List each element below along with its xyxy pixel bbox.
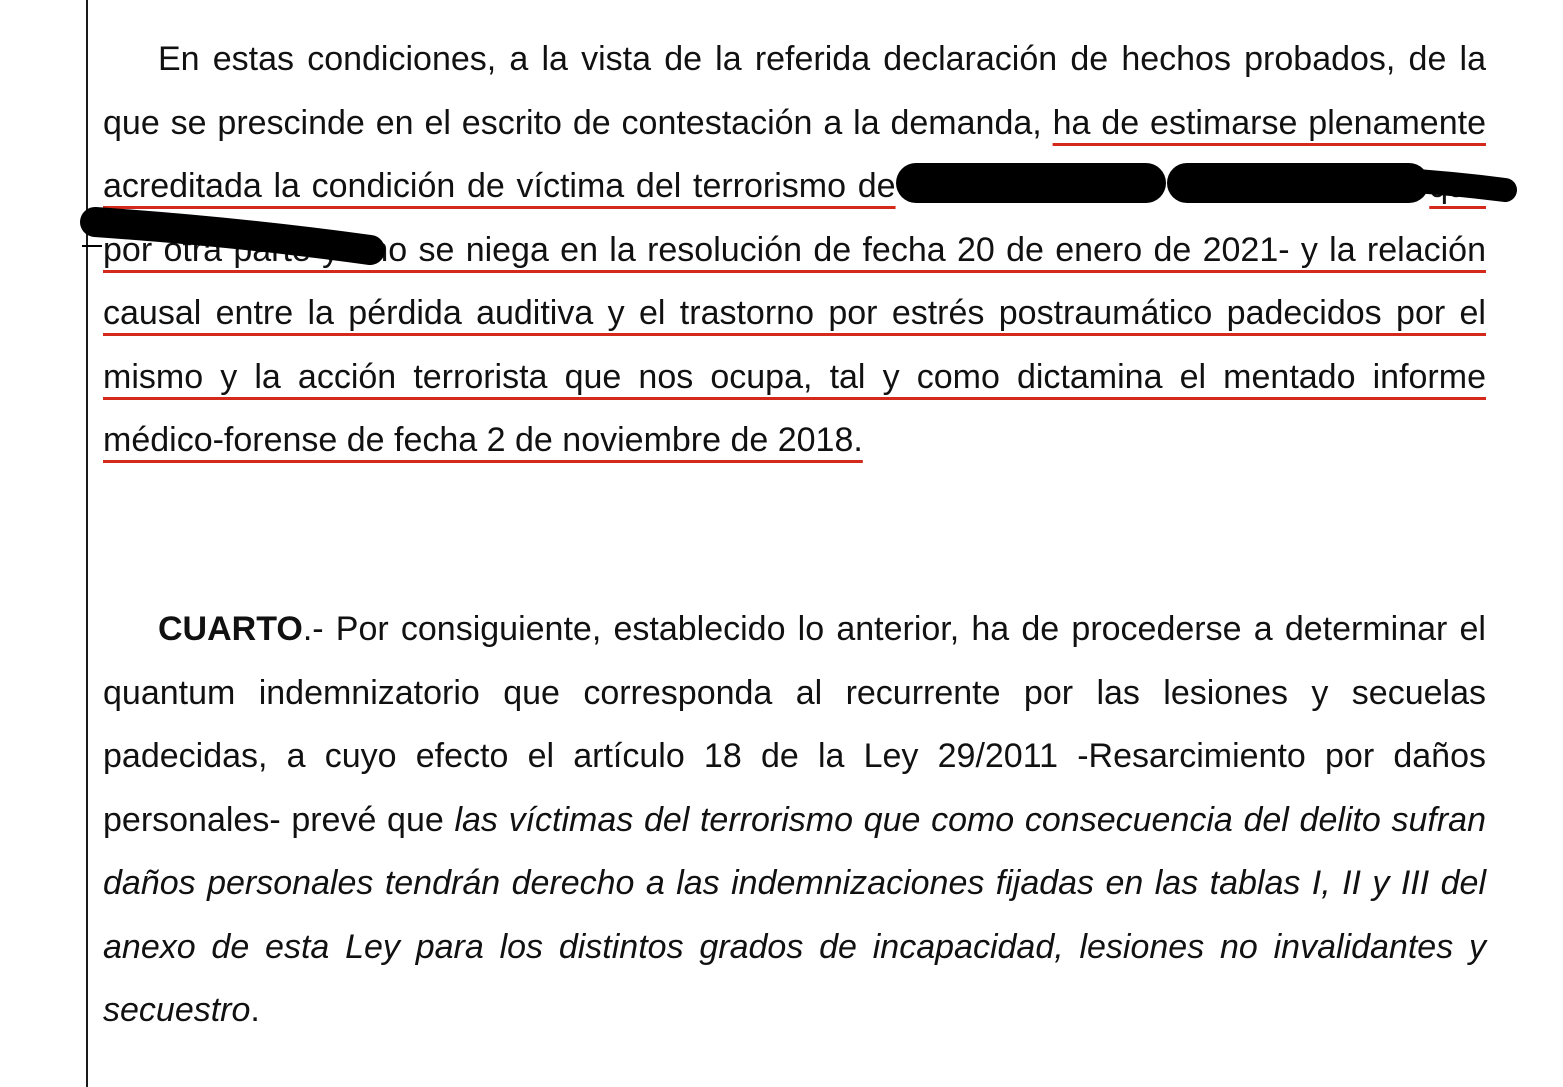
- paragraph-findings: [103, 28, 1486, 473]
- page-margin-line: [86, 0, 88, 1087]
- paragraph-2-ending: .: [250, 991, 260, 1029]
- legal-quote: las víctimas del terrorismo que como consecuencia del delito sufran daños personales tendrán derecho a las indemnizaciones fijadas en las tablas I, II y III del anexo de esta Ley para los distintos grados de incapacidad, lesiones no invalidantes y secuestro: [103, 800, 1486, 1029]
- redaction-mark: [1167, 163, 1429, 203]
- section-heading-cuarto: CUARTO: [158, 610, 303, 648]
- underlined-text-part-2: que por otra parte ya no se niega en la resolución de fecha 20 de enero de 2021- y la relación causal entre la pérdida auditiva y el trastorno por estrés postraumático padecidos por el mismo y la acción terrorista que nos ocupa, tal y como dictamina el mentado informe médico-forense de fecha 2 de noviembre de 2018.: [103, 167, 1486, 459]
- redaction-mark: [896, 163, 1166, 203]
- paragraph-1-intro: En estas condiciones, a la vista de la referida declaración de hechos probados, de la que se prescinde en el escrito de contestación a la demanda,: [103, 40, 1486, 142]
- underlined-text-part-1: ha de estimarse plenamente acreditada la condición de víctima del terrorismo de: [103, 103, 1486, 205]
- paragraph-2-intro: .- Por consiguiente, establecido lo anterior, ha de procederse a determinar el quantum indemnizatorio que corresponda al recurrente por las lesiones y secuelas padecidas, a cuyo efecto el artículo 18 de la Ley 29/2011 -Resarcimiento por daños personales- prevé que: [103, 610, 1486, 839]
- paragraph-cuarto: [103, 598, 1486, 1043]
